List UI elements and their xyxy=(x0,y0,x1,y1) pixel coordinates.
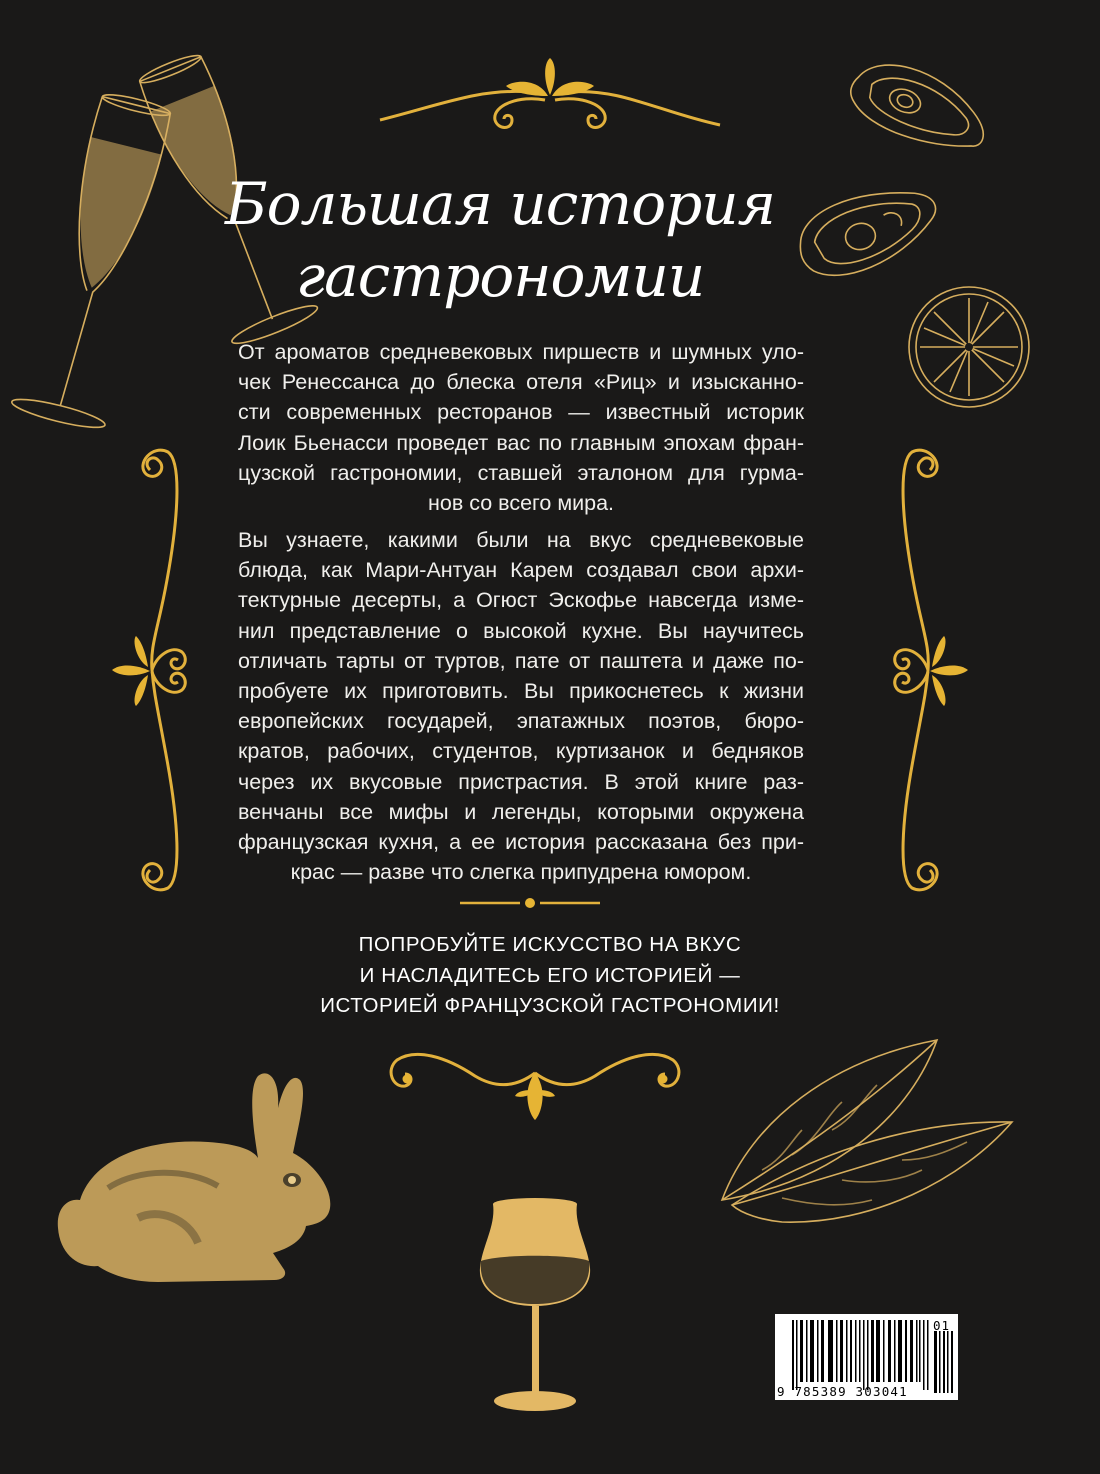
dot-divider-icon xyxy=(460,896,600,910)
book-title xyxy=(180,168,820,312)
slogan xyxy=(240,930,860,1022)
paragraph-line: тектурные десерты, а Огюст Эскофье навсегда изме- xyxy=(238,588,804,613)
paragraph-line: французская кухня, а ее история рассказана без при- xyxy=(238,829,804,854)
paragraph-line: блюда, как Мари-Антуан Карем создавал свои архи- xyxy=(238,558,804,583)
bay-leaves-icon xyxy=(722,1030,1022,1260)
description-paragraph-1 xyxy=(238,337,804,518)
paragraph-line: От ароматов средневековых пиршеств и шумных уло- xyxy=(238,340,804,364)
paragraph-line: сти современных ресторанов — известный историк xyxy=(238,400,804,425)
isbn-barcode xyxy=(775,1314,958,1400)
paragraph-line: крас — разве что слегка припудрена юмором. xyxy=(290,860,752,885)
title-line-2: гастрономии xyxy=(295,242,705,310)
description-paragraph-2 xyxy=(238,525,804,887)
paragraph-line: венчаны все мифы и легенды, которыми окружена xyxy=(238,799,804,824)
paragraph-line: нов со всего мира. xyxy=(427,490,614,515)
rabbit-icon xyxy=(48,1068,348,1298)
slogan-line-2: И НАСЛАДИТЕСЬ ЕГО ИСТОРИЕЙ — xyxy=(359,963,741,987)
paragraph-line: через их вкусовые пристрастия. В этой книге раз- xyxy=(238,769,804,794)
paragraph-line: отличать тарты от туртов, пате от паштета и даже по- xyxy=(238,648,804,673)
paragraph-line: пробуете их приготовить. Вы прикоснетесь к жизни xyxy=(238,678,804,703)
barcode-addon-digits: 01 xyxy=(932,1318,950,1333)
slogan-line-1: ПОПРОБУЙТЕ ИСКУССТВО НА ВКУС xyxy=(358,933,742,956)
paragraph-line: европейских государей, эпатажных поэтов, бюро- xyxy=(238,709,804,734)
paragraph-line: чек Ренессанса до блеска отеля «Риц» и изысканно- xyxy=(238,370,804,395)
wine-glass-icon xyxy=(478,1196,598,1426)
bottom-flourish-ornament-icon xyxy=(385,1048,685,1128)
top-flourish-ornament-icon xyxy=(380,50,720,140)
slogan-line-3: ИСТОРИЕЙ ФРАНЦУЗСКОЙ ГАСТРОНОМИИ! xyxy=(320,994,780,1017)
paragraph-line: нил представление о высокой кухне. Вы научитесь xyxy=(238,618,804,643)
lemon-slice-icon xyxy=(906,284,1032,410)
title-line-1: Большая история xyxy=(224,170,776,238)
oyster-icon xyxy=(838,62,998,172)
isbn-digits: 9 785389 303041 xyxy=(777,1384,908,1399)
paragraph-line: Вы узнаете, какими были на вкус средневековые xyxy=(238,528,804,552)
right-vertical-flourish-icon xyxy=(878,440,968,900)
paragraph-line: Лоик Бьенасси проведет вас по главным эпохам фран- xyxy=(238,430,804,455)
paragraph-line: кратов, рабочих, студентов, куртизанок и бедняков xyxy=(238,739,804,764)
paragraph-line: цузской гастрономии, ставшей эталоном для гурма- xyxy=(238,460,804,485)
left-vertical-flourish-icon xyxy=(112,440,202,900)
